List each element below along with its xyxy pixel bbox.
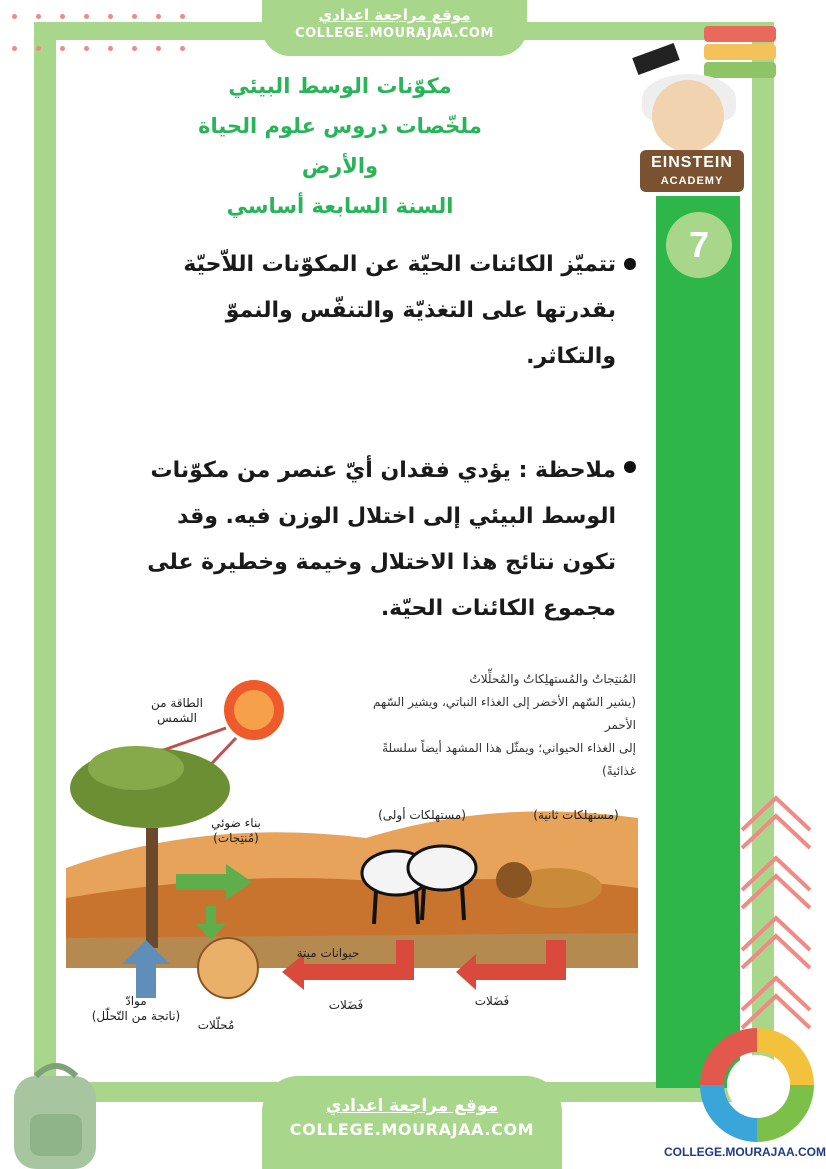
footer-corner-url[interactable]: COLLEGE.MOURAJAA.COM	[664, 1145, 826, 1159]
decorative-dots	[0, 0, 210, 60]
title-line-4: السنة السابعة أساسي	[226, 194, 454, 218]
page-title	[150, 66, 530, 226]
sun-energy-label: الطاقة من الشمس	[150, 696, 204, 725]
books-icon	[698, 22, 776, 82]
caption-line-3: إلى الغذاء الحيواني؛ ويمثّل هذا المشهد أيضاً سلسلةً غذائيةً)	[382, 741, 636, 778]
frame-left-bar	[34, 22, 56, 1102]
footer-site-url[interactable]: COLLEGE.MOURAJAA.COM	[289, 1120, 535, 1139]
producer-label: بناء ضوئي (مُنتِجات)	[211, 816, 261, 845]
bullet-icon	[624, 461, 636, 473]
title-line-1: مكوّنات الوسط البيئي	[228, 74, 452, 98]
paragraph-note: ملاحظة : يؤدي فقدان أيّ عنصر من مكوّنات الوسط البيئي إلى اختلال الوزن فيه. وقد تكون نتائج هذا الاختلال وخيمة وخطيرة على مجموع الكائنات الحيّة.	[147, 458, 616, 621]
badge-line-2: ACADEMY	[660, 175, 724, 187]
badge-line-1: EINSTEIN	[651, 154, 733, 171]
bullet-icon	[624, 258, 636, 270]
header-site-arabic: موقع مراجعة اعدادي	[318, 6, 471, 24]
waste-label: فَضَلات	[474, 994, 510, 1008]
materials-label: موادّ (ناتجة من التّحلّل)	[91, 994, 181, 1023]
chevrons-decoration	[736, 790, 816, 1040]
paragraph-living-things: تتميّز الكائنات الحيّة عن المكوّنات اللاّحيّة بقدرتها على التغذيّة والتنفّس والنموّ والتكاثر.	[183, 252, 616, 369]
secondary-consumers-label: (مستهلكات ثانية)	[533, 808, 619, 822]
academy-badge	[640, 150, 744, 192]
waste-label: فَضَلات	[328, 998, 364, 1012]
page-number: 7	[666, 212, 732, 278]
side-panel	[656, 196, 740, 1088]
figure-caption	[366, 668, 636, 783]
graduation-cap-icon	[632, 43, 680, 75]
food-chain-illustration	[66, 668, 638, 1040]
primary-consumers-label: (مستهلكات أولى)	[378, 808, 466, 822]
face-icon	[652, 80, 724, 152]
decomposers-label: مُحلّلات	[197, 1018, 235, 1032]
caption-line-1: المُنتِجاتُ والمُستهلِكاتُ والمُحلِّلاتُ	[469, 672, 636, 686]
dead-animals-label: حيوانات ميتة	[296, 946, 360, 960]
backpack-icon	[0, 1056, 112, 1169]
subjects-circle-logo	[696, 1024, 818, 1146]
footer-site-tab[interactable]	[262, 1076, 562, 1169]
caption-line-2: (يشير السّهم الأخضر إلى الغذاء النباتي، ويشير السّهم الأحمر	[373, 695, 636, 732]
title-line-2: ملخّصات دروس علوم الحياة	[198, 114, 482, 138]
einstein-academy-logo	[634, 12, 752, 198]
footer-site-arabic: موقع مراجعة اعدادي	[325, 1096, 499, 1116]
header-site-tab[interactable]	[262, 0, 527, 56]
title-line-3: والأرض	[301, 154, 379, 178]
header-site-url[interactable]: COLLEGE.MOURAJAA.COM	[295, 26, 494, 41]
